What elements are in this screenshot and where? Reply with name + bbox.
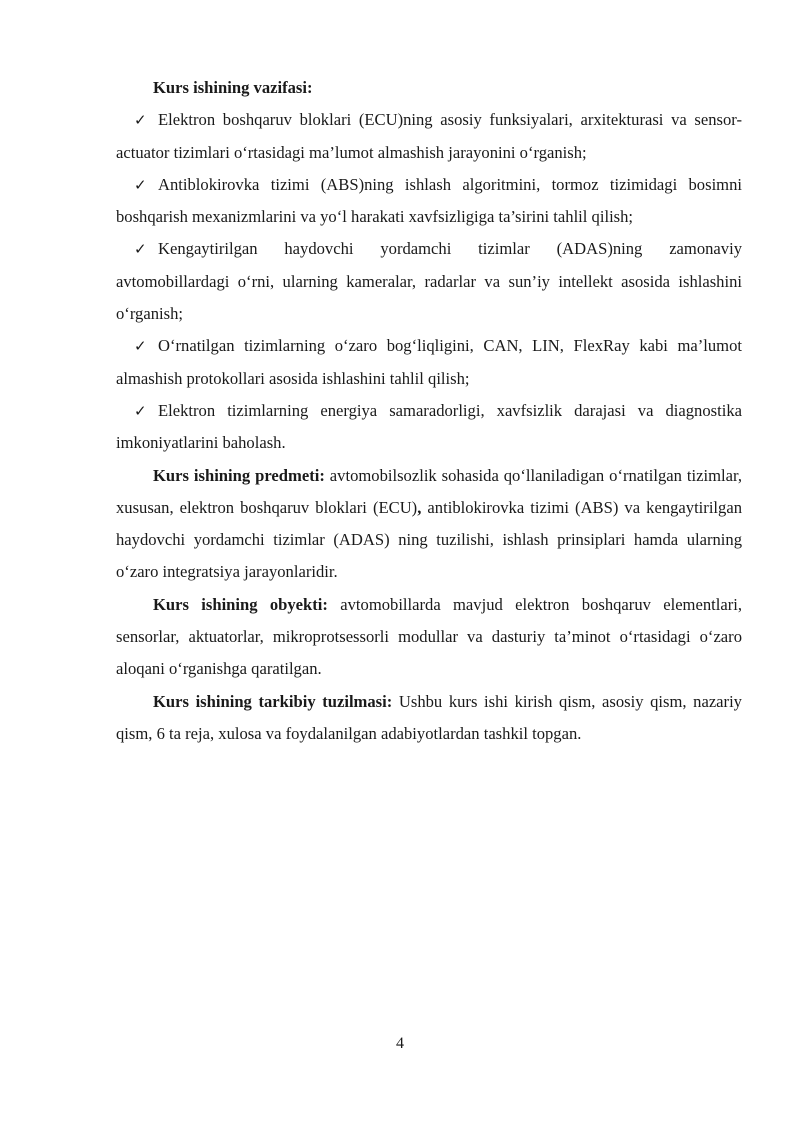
object-text: avtomobillarda mavjud elektron boshqaruv elementlari, sensorlar, aktuatorlar, mikroprotsessorli modullar va dasturiy ta’minot o‘rtasidagi o‘zaro aloqani o‘rganishga qaratilgan. [116,594,742,679]
structure-label: Kurs ishining tarkibiy tuzilmasi: [153,691,393,711]
object-label: Kurs ishining obyekti: [153,594,328,614]
page-content [116,72,742,750]
task-item-2 [116,169,742,234]
structure-text: Ushbu kurs ishi kirish qism, asosiy qism, nazariy qism, 6 ta reja, xulosa va foydalanilgan adabiyotlardan tashkil topgan. [116,691,742,743]
task-item-3 [116,233,742,330]
task-text-3: Kengaytirilgan haydovchi yordamchi tizimlar (ADAS)ning zamonaviy avtomobillardagi o‘rni, ularning kameralar, radarlar va sun’iy intellekt asosida ishlashini o‘rganish; [116,239,742,324]
task-text-4: O‘rnatilgan tizimlarning o‘zaro bog‘liqligini, CAN, LIN, FlexRay kabi ma’lumot almashish protokollari asosida ishlashini tahlil qilish; [116,336,742,388]
checkmark-icon: ✓ [134,175,147,194]
task-item-4 [116,330,742,395]
object-paragraph [116,589,742,686]
checkmark-icon: ✓ [134,401,147,420]
task-text-1: Elektron boshqaruv bloklari (ECU)ning asosiy funksiyalari, arxitekturasi va sensor-actuator tizimlari o‘rtasidagi ma’lumot almashish jarayonini o‘rganish; [116,110,742,162]
checkmark-icon: ✓ [134,111,147,130]
checkmark-icon: ✓ [134,240,147,259]
task-text-2: Antiblokirovka tizimi (ABS)ning ishlash algoritmini, tormoz tizimidagi bosimni boshqarish mexanizmlarini va yo‘l harakati xavfsizligiga ta’sirini tahlil qilish; [116,174,742,227]
tasks-heading: Kurs ishining vazifasi: [153,78,313,97]
subject-comma: , [417,497,422,517]
structure-paragraph [116,686,742,751]
page-number: 4 [396,1035,404,1052]
subject-paragraph [116,460,742,589]
checkmark-icon: ✓ [134,337,147,356]
task-text-5: Elektron tizimlarning energiya samaradorligi, xavfsizlik darajasi va diagnostika imkoniyatlarini baholash. [116,400,742,453]
subject-label: Kurs ishining predmeti: [153,465,325,485]
subject-text-b: antiblokirovka tizimi (ABS) va kengaytirilgan haydovchi yordamchi tizimlar (ADAS) ning tuzilishi, ishlash prinsiplari hamda ularning o‘zaro integratsiya jarayonlaridir. [116,497,743,582]
task-item-5 [116,395,742,460]
task-item-1 [116,104,742,169]
subject-text-a: avtomobilsozlik sohasida qo‘llaniladigan o‘rnatilgan tizimlar, xususan, elektron boshqaruv bloklari (ECU) [116,465,742,517]
